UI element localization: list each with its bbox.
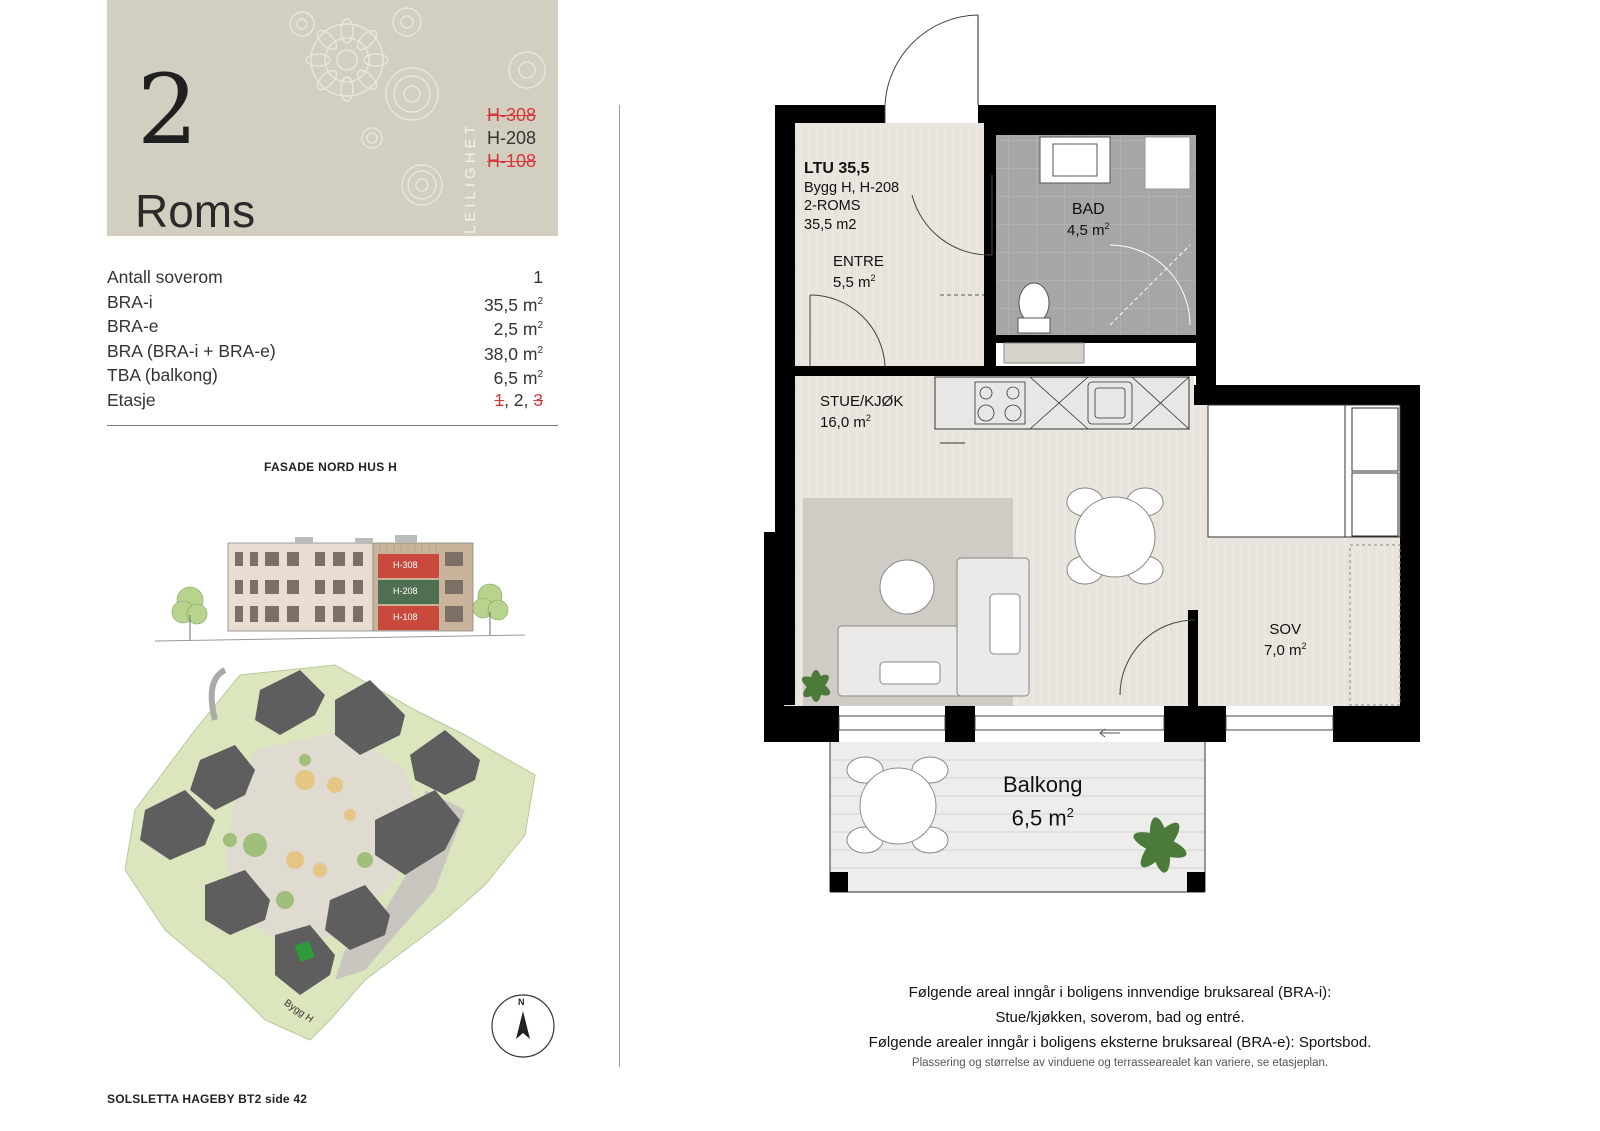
spec-row bbox=[107, 290, 543, 315]
leilighet-label: LEILIGHET bbox=[462, 121, 479, 234]
facade-tag-h108: H-108 bbox=[393, 612, 418, 622]
room-entre: ENTRE 5,5 $m^2$ bbox=[833, 253, 884, 291]
divider bbox=[107, 425, 558, 426]
note-line-2: Stue/kjøkken, soverom, bad og entré. bbox=[995, 1009, 1245, 1026]
room-balkong: Balkong 6,5 $m^2$ bbox=[1003, 772, 1083, 831]
spec-value: 38,0 $m^2$ bbox=[483, 343, 543, 364]
facade-tag-h208: H-208 bbox=[393, 586, 418, 596]
note-line-1: Følgende areal inngår i boligens innvendige bruksareal (BRA-i): bbox=[908, 984, 1332, 1001]
facade-drawing bbox=[155, 530, 525, 645]
unit-list bbox=[487, 104, 536, 173]
note-disclaimer: Plassering og størrelse av vinduene og terrassearealet kan variere, se etasjeplan. bbox=[911, 1057, 1329, 1069]
column-divider bbox=[619, 105, 620, 1067]
spec-row bbox=[107, 339, 543, 364]
spec-table bbox=[107, 265, 543, 412]
header-card bbox=[107, 0, 558, 236]
room-stue: STUE/KJØK 16,0 $m^2$ bbox=[820, 393, 904, 431]
spec-value: 6,5 $m^2$ bbox=[493, 367, 543, 388]
compass-n-label: N bbox=[518, 997, 525, 1007]
spec-label: BRA-e bbox=[107, 316, 159, 336]
site-plan-map bbox=[105, 660, 545, 1060]
unit-h308: H-308 bbox=[487, 105, 537, 125]
spec-row-etasje bbox=[107, 388, 543, 413]
unit-h108: H-108 bbox=[487, 151, 537, 171]
facade-tag-h308: H-308 bbox=[393, 560, 418, 570]
spec-value: 1 bbox=[533, 267, 543, 287]
spec-row bbox=[107, 265, 543, 290]
room-bad: BAD 4,5 $m^2$ bbox=[1067, 201, 1110, 239]
note-line-3: Følgende arealer inngår i boligens eksterne bruksareal (BRA-e): Sportsbod. bbox=[868, 1034, 1372, 1051]
spec-row bbox=[107, 314, 543, 339]
floor-plan bbox=[740, 0, 1440, 900]
spec-value: 1, 2, 3 bbox=[494, 389, 543, 410]
site-building-label: Bygg H bbox=[281, 997, 315, 1026]
plan-info-type: 2-ROMS bbox=[804, 198, 861, 214]
spec-label: BRA-i bbox=[107, 291, 153, 312]
footer-page-label: SOLSLETTA HAGEBY BT2 side 42 bbox=[107, 1092, 308, 1106]
facade-title: FASADE NORD HUS H bbox=[264, 460, 398, 474]
spec-label: Etasje bbox=[107, 389, 156, 410]
plan-title: LTU 35,5 bbox=[804, 160, 870, 177]
spec-label: Antall soverom bbox=[107, 267, 223, 287]
spec-value: 35,5 $m^2$ bbox=[483, 294, 543, 315]
plan-info-area: 35,5 m2 bbox=[804, 217, 857, 233]
area-notes bbox=[800, 980, 1440, 1071]
spec-label: BRA (BRA-i + BRA-e) bbox=[107, 340, 276, 361]
spec-value: 2,5 $m^2$ bbox=[493, 318, 543, 339]
room-sov: SOV 7,0 $m^2$ bbox=[1264, 621, 1307, 659]
spec-row bbox=[107, 363, 543, 388]
spec-label: TBA (balkong) bbox=[107, 365, 218, 385]
unit-h208: H-208 bbox=[487, 128, 537, 148]
room-type-label: Roms bbox=[135, 185, 256, 236]
room-count-number: 2 bbox=[137, 54, 199, 166]
plan-info-building: Bygg H, H-208 bbox=[804, 180, 900, 196]
